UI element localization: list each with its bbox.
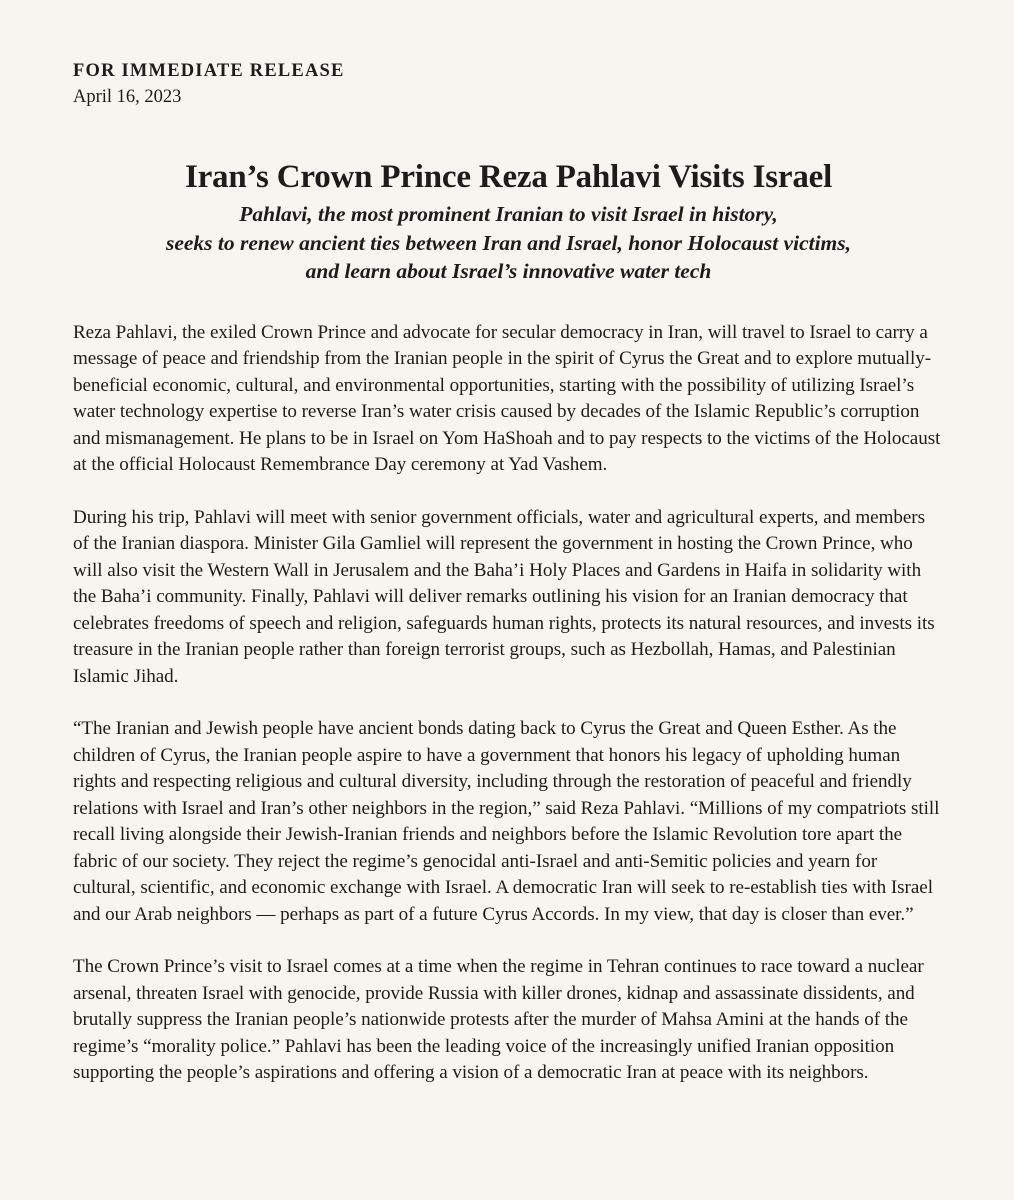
body-paragraph: “The Iranian and Jewish people have ancient bonds dating back to Cyrus the Great and Queen Esther. As the children of Cyrus, the Iranian people aspire to have a government that honors his legacy of upholding human rights and respecting religious and cultural diversity, including through the restoration of peaceful and friendly relations with Israel and Iran’s other neighbors in the region,” said Reza Pahlavi. “Millions of my compatriots still recall living alongside their Jewish-Iranian friends and neighbors before the Islamic Revolution tore apart the fabric of our society. They reject the regime’s genocidal anti-Israel and anti-Semitic policies and yearn for cultural, scientific, and economic exchange with Israel. A democratic Iran will seek to re-establish ties with Israel and our Arab neighbors — perhaps as part of a future Cyrus Accords. In my view, that day is closer than ever.” [73,718,940,925]
subheadline-line: and learn about Israel’s innovative water tech [305,259,712,283]
subheadline [73,200,944,286]
headline: Iran’s Crown Prince Reza Pahlavi Visits Israel [184,159,833,195]
subheadline-line: seeks to renew ancient ties between Iran and Israel, honor Holocaust victims, [165,230,852,255]
body-paragraph: Reza Pahlavi, the exiled Crown Prince and advocate for secular democracy in Iran, will travel to Israel to carry a message of peace and friendship from the Iranian people in the spirit of Cyrus the Great and to explore mutually-beneficial economic, cultural, and environmental opportunities, starting with the possibility of utilizing Israel’s water technology expertise to reverse Iran’s water crisis caused by decades of the Islamic Republic’s corruption and mismanagement. He plans to be in Israel on Yom HaShoah and to pay respects to the victims of the Holocaust at the official Holocaust Remembrance Day ceremony at Yad Vashem. [73,321,941,475]
release-label: FOR IMMEDIATE RELEASE [73,61,345,81]
body-paragraph: During his trip, Pahlavi will meet with senior government officials, water and agricultural experts, and members of the Iranian diaspora. Minister Gila Gamliel will represent the government in hosting the Crown Prince, who will also visit the Western Wall in Jerusalem and the Baha’i Holy Places and Gardens in Haifa in solidarity with the Baha’i community. Finally, Pahlavi will deliver remarks outlining his vision for an Iranian democracy that celebrates freedoms of speech and religion, safeguards human rights, protects its natural resources, and invests its treasure in the Iranian people rather than foreign terrorist groups, such as Hezbollah, Hamas, and Palestinian Islamic Jihad. [73,506,935,687]
release-body [73,320,944,1087]
body-paragraph: The Crown Prince’s visit to Israel comes at a time when the regime in Tehran continues to race toward a nuclear arsenal, threaten Israel with genocide, provide Russia with killer drones, kidnap and assassinate dissidents, and brutally suppress the Iranian people’s nationwide protests after the murder of Mahsa Amini at the hands of the regime’s “morality police.” Pahlavi has been the leading voice of the increasingly unified Iranian opposition supporting the people’s aspirations and offering a vision of a democratic Iran at peace with its neighbors. [73,956,924,1083]
release-date: April 16, 2023 [73,87,182,107]
subheadline-line: Pahlavi, the most prominent Iranian to visit Israel in history, [239,202,778,226]
